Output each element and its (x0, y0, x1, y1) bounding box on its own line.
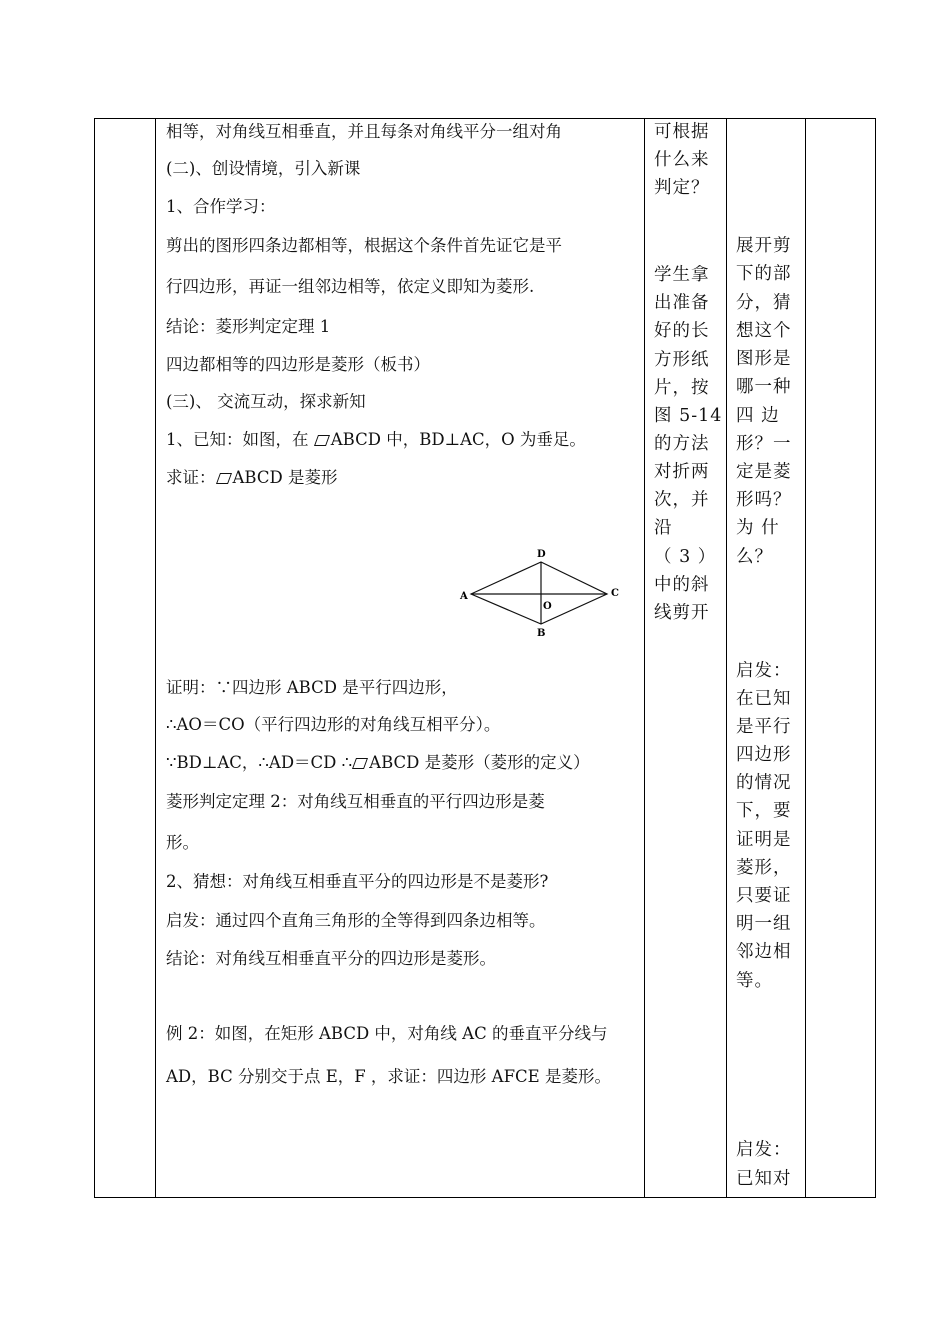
text-line: 菱形判定定理 2：对角线互相垂直的平行四边形是菱 (166, 792, 545, 811)
label-a: A (460, 591, 468, 602)
text-line: 菱形， (736, 858, 792, 878)
text-line: 下的部 (736, 264, 792, 284)
label-d: D (537, 549, 546, 560)
text-line: 邻边相 (736, 942, 792, 962)
rhombus-outline (471, 562, 607, 624)
text-line: 等。 (736, 971, 773, 991)
table-border-col1 (155, 118, 156, 1198)
text-line: 证明：∵四边形 ABCD 是平行四边形， (166, 678, 458, 697)
text-line: ∴AO＝CO（平行四边形的对角线互相平分）。 (166, 715, 501, 734)
text-line: 例 2：如图，在矩形 ABCD 中，对角线 AC 的垂直平分线与 (166, 1024, 608, 1043)
text-fragment: ABCD 是菱形（菱形的定义） (369, 753, 590, 772)
text-line: 1、合作学习： (166, 197, 276, 216)
text-line: 定是菱 (736, 462, 792, 482)
text-line: 四边都相等的四边形是菱形（板书） (166, 355, 430, 374)
text-line: 沿 (654, 518, 673, 538)
parallelogram-symbol-icon (352, 758, 368, 769)
text-line: 明一组 (736, 914, 792, 934)
text-line: 相等，对角线互相垂直，并且每条对角线平分一组对角 (166, 122, 562, 141)
text-line: 好的长 (654, 321, 710, 341)
text-fragment: ABCD 中，BD⊥AC，O 为垂足。 (330, 430, 586, 449)
parallelogram-symbol-icon (314, 435, 330, 446)
text-line: 的情况 (736, 773, 792, 793)
text-line: 么？ (736, 547, 773, 567)
text-line: 四边形 (736, 745, 792, 765)
text-line: 下，要 (736, 801, 792, 821)
text-line: 结论：菱形判定定理 1 (166, 317, 331, 336)
text-fragment: ABCD 是菱形 (232, 468, 338, 487)
label-c: C (611, 588, 619, 599)
label-o: O (543, 601, 552, 612)
text-line (166, 467, 337, 489)
text-line: 在已知 (736, 689, 792, 709)
text-line: 是平行 (736, 717, 792, 737)
section-heading: (三)、 交流互动，探求新知 (166, 392, 366, 411)
text-line: 展开剪 (736, 236, 792, 256)
text-line: 次，并 (654, 490, 710, 510)
text-line: 中的斜 (654, 575, 710, 595)
text-line: 想这个 (736, 321, 792, 341)
text-line: 形吗？ (736, 490, 792, 510)
text-line: 什么来 (654, 150, 710, 170)
text-line (166, 429, 586, 451)
text-line: 行四边形，再证一组邻边相等，依定义即知为菱形. (166, 277, 535, 296)
text-line: 方形纸 (654, 350, 710, 370)
text-line (166, 752, 590, 774)
text-line: 出准备 (654, 293, 710, 313)
text-line: 形？一 (736, 434, 792, 454)
text-line: 为 什 (736, 518, 780, 538)
table-border-col3 (726, 118, 727, 1198)
rhombus-diagram (455, 545, 625, 640)
text-line: 图形是 (736, 349, 792, 369)
text-line: AD，BC 分别交于点 E，F ，求证：四边形 AFCE 是菱形。 (166, 1067, 611, 1086)
text-line: 只要证 (736, 886, 792, 906)
text-fragment: 1、已知：如图，在 (166, 430, 314, 449)
table-border-col4 (805, 118, 806, 1198)
text-line: 已知对 (736, 1169, 792, 1189)
table-top-border (94, 118, 876, 119)
text-line: 的方法 (654, 434, 710, 454)
text-line: 图 5-14 (654, 406, 723, 426)
text-line: 四 边 (736, 406, 780, 426)
text-line: 启发： (736, 661, 792, 681)
label-b: B (537, 628, 546, 639)
parallelogram-symbol-icon (215, 473, 231, 484)
table-bottom-border (94, 1197, 876, 1198)
text-line: 片，按 (654, 378, 710, 398)
text-line: 哪一种 (736, 377, 792, 397)
text-line: 分，猜 (736, 293, 792, 313)
text-line: 剪出的图形四条边都相等，根据这个条件首先证它是平 (166, 236, 562, 255)
text-line: 证明是 (736, 830, 792, 850)
text-line: 判定？ (654, 178, 710, 198)
text-fragment: ∵BD⊥AC，∴AD＝CD ∴ (166, 753, 353, 772)
table-border-col2 (644, 118, 645, 1198)
text-line: 对折两 (654, 462, 710, 482)
table-border-col5 (875, 118, 876, 1198)
text-line: 启发：通过四个直角三角形的全等得到四条边相等。 (166, 911, 546, 930)
text-line: 形。 (166, 833, 199, 852)
table-border-col0 (94, 118, 95, 1198)
text-line: 可根据 (654, 122, 710, 142)
text-line: 线剪开 (654, 603, 710, 623)
text-line: 启发： (736, 1140, 792, 1160)
text-line: 学生拿 (654, 265, 710, 285)
text-fragment: 求证： (166, 468, 216, 487)
text-line: 结论：对角线互相垂直平分的四边形是菱形。 (166, 949, 496, 968)
text-line: 2、猜想：对角线互相垂直平分的四边形是不是菱形? (166, 872, 549, 891)
text-line: （ 3 ） (654, 547, 717, 567)
section-heading: (二)、创设情境，引入新课 (166, 159, 361, 178)
